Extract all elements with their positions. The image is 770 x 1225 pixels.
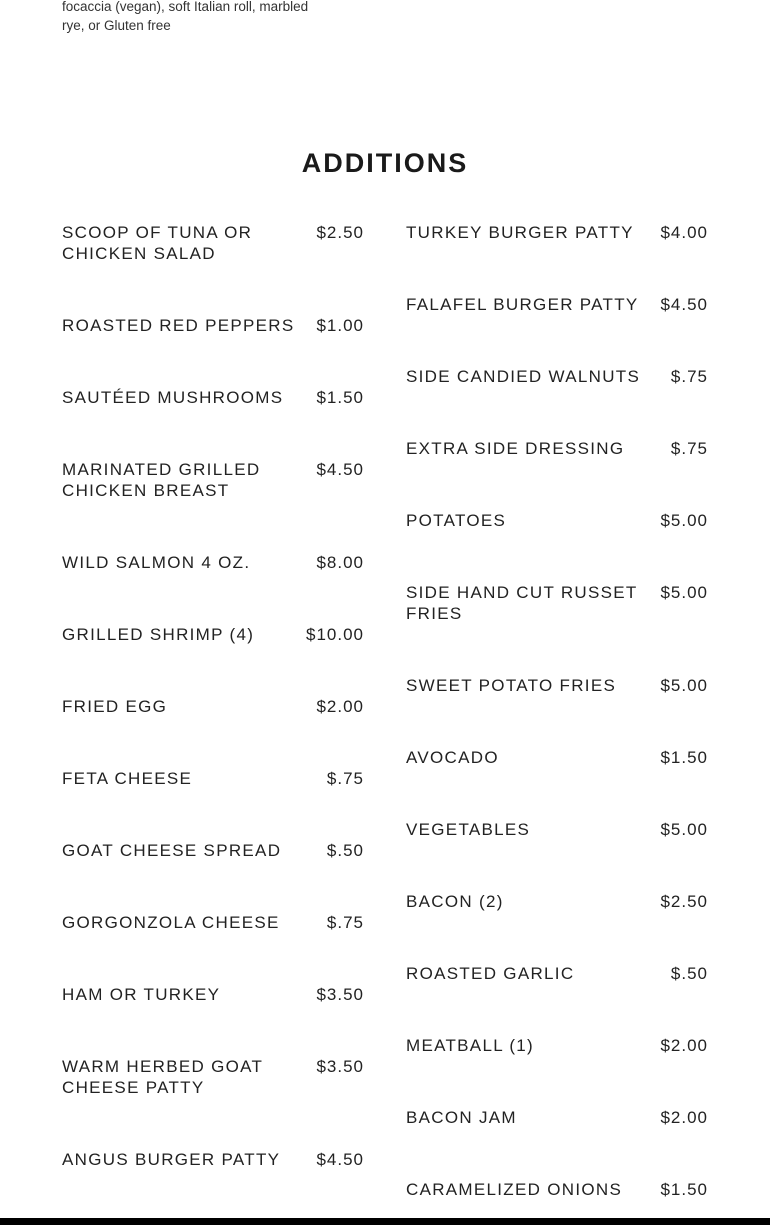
item-price: $2.00 xyxy=(316,697,364,716)
item-name: SAUTÉED MUSHROOMS xyxy=(62,388,284,407)
item-price: $2.50 xyxy=(316,223,364,242)
item-price: $.50 xyxy=(670,964,708,983)
item-price: $4.50 xyxy=(660,295,708,314)
item-name: MARINATED GRILLED CHICKEN BREAST xyxy=(62,460,261,500)
item-name: ROASTED GARLIC xyxy=(406,964,575,983)
item-price: $1.50 xyxy=(316,388,364,407)
item-price: $2.50 xyxy=(660,892,708,911)
item-name: SIDE HAND CUT RUSSET FRIES xyxy=(406,583,638,623)
section-title-additions: ADDITIONS xyxy=(301,148,469,178)
item-price: $5.00 xyxy=(660,676,708,695)
item-name: FETA CHEESE xyxy=(62,769,193,788)
item-price: $4.50 xyxy=(316,460,364,479)
item-name: POTATOES xyxy=(406,511,507,530)
item-name: FRIED EGG xyxy=(62,697,168,716)
item-price: $10.00 xyxy=(306,625,364,644)
item-name: WILD SALMON 4 OZ. xyxy=(62,553,251,572)
item-price: $.75 xyxy=(670,439,708,458)
item-name: TURKEY BURGER PATTY xyxy=(406,223,634,242)
item-name: BACON JAM xyxy=(406,1108,517,1127)
item-name: ANGUS BURGER PATTY xyxy=(62,1150,281,1169)
item-price: $1.50 xyxy=(660,748,708,767)
item-price: $1.00 xyxy=(316,316,364,335)
item-price: $2.00 xyxy=(660,1108,708,1127)
item-price: $3.50 xyxy=(316,985,364,1004)
item-name: GRILLED SHRIMP (4) xyxy=(62,625,255,644)
item-name: FALAFEL BURGER PATTY xyxy=(406,295,639,314)
item-name: GORGONZOLA CHEESE xyxy=(62,913,280,932)
bottom-divider-bar xyxy=(0,1218,770,1225)
item-price: $2.00 xyxy=(660,1036,708,1055)
item-name: WARM HERBED GOAT CHEESE PATTY xyxy=(62,1057,263,1097)
item-name: MEATBALL (1) xyxy=(406,1036,535,1055)
item-price: $3.50 xyxy=(316,1057,364,1076)
item-name: AVOCADO xyxy=(406,748,499,767)
item-price: $1.50 xyxy=(660,1180,708,1199)
item-name: GOAT CHEESE SPREAD xyxy=(62,841,282,860)
item-price: $4.50 xyxy=(316,1150,364,1169)
item-price: $.75 xyxy=(326,769,364,788)
item-name: SCOOP OF TUNA OR CHICKEN SALAD xyxy=(62,223,253,263)
item-price: $4.00 xyxy=(660,223,708,242)
item-name: SWEET POTATO FRIES xyxy=(406,676,617,695)
item-price: $.50 xyxy=(326,841,364,860)
item-name: CARAMELIZED ONIONS xyxy=(406,1180,623,1199)
item-name: EXTRA SIDE DRESSING xyxy=(406,439,625,458)
item-price: $.75 xyxy=(670,367,708,386)
item-price: $8.00 xyxy=(316,553,364,572)
item-name: HAM OR TURKEY xyxy=(62,985,221,1004)
item-name: VEGETABLES xyxy=(406,820,531,839)
item-price: $5.00 xyxy=(660,511,708,530)
item-price: $.75 xyxy=(326,913,364,932)
item-name: BACON (2) xyxy=(406,892,504,911)
item-name: ROASTED RED PEPPERS xyxy=(62,316,295,335)
item-price: $5.00 xyxy=(660,583,708,602)
bread-options-text: focaccia (vegan), soft Italian roll, marbled rye, or Gluten free xyxy=(62,0,309,33)
item-price: $5.00 xyxy=(660,820,708,839)
item-name: SIDE CANDIED WALNUTS xyxy=(406,367,641,386)
